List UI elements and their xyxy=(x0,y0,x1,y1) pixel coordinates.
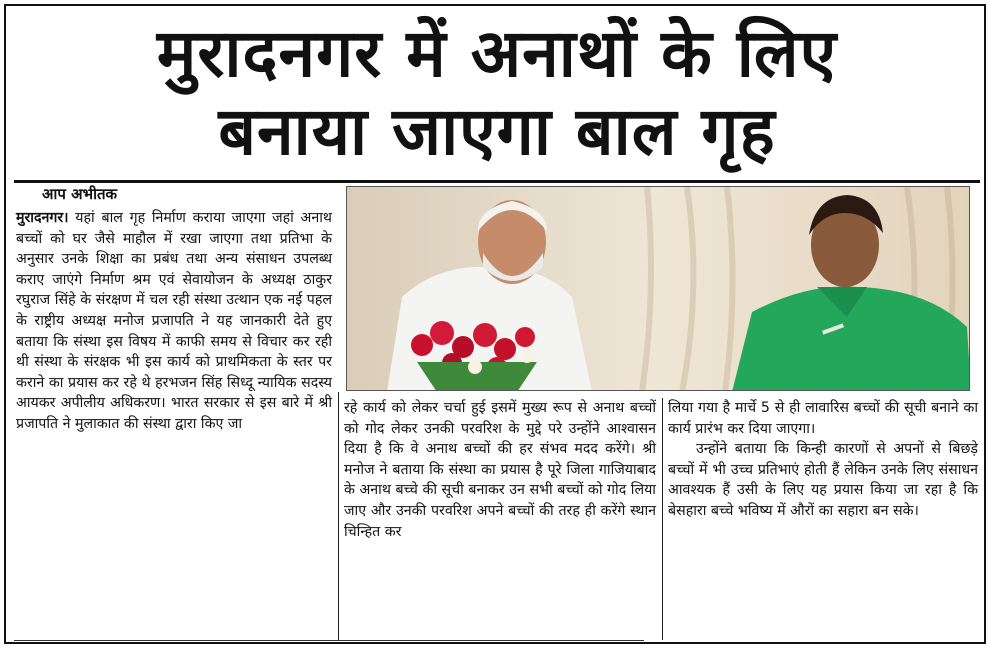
column-separator-1 xyxy=(338,392,339,640)
article-column-3 xyxy=(668,398,978,522)
headline-line-2: बनाया जाएगा बाल गृह xyxy=(218,93,776,170)
column-separator-2 xyxy=(662,398,663,640)
bottom-rule xyxy=(14,640,644,641)
dateline: मुरादनगर। xyxy=(16,210,69,226)
column-3-paragraph-1: लिया गया है मार्चे 5 से ही लावारिस बच्चों की सूची बनाने का कार्य प्रारंभ कर दिया जाएगा। xyxy=(668,400,978,437)
column-3-paragraph-2: उन्होंने बताया कि किन्ही कारणों से अपनों से बिछड़े बच्चों में भी उच्च प्रतिभाएं होती हैं लेकिन उनके लिए संसाधन आवश्यक हैं उसी के लिए यह प्रयास किया जा रहा है कि बेसहारा बच्चे भविष्य में औरों का सहारा बन सके। xyxy=(668,441,978,519)
column-1-text: यहां बाल गृह निर्माण कराया जाएगा जहां अनाथ बच्चों को घर जैसे माहौल में रखा जाएगा तथा प्रतिभा के अनुसार उनके शिक्षा का प्रबंध तथा अन्य संसाधन उपलब्ध कराए जाएंगे निर्माण श्रम एवं सेवायोजन के अध्यक्ष ठाकुर रघुराज सिंहे के संरक्षण में चल रही संस्था उत्थान एक नई पहल के राष्ट्रीय अध्यक्ष मनोज प्रजापति ने यह जानकारी देते हुए बताया कि संस्था इस विषय में काफी समय से विचार कर रही थी संस्था के संरक्षक भी इस कार्य को प्राथमिकता के स्तर पर कराने का प्रयास कर रहे थे हरभजन सिंह सिध्दू न्यायिक सदस्य आयकर अपीलीय अधिकरण। भारत सरकार से इस बारे में श्री प्रजापति ने मुलाकात की संस्था द्वारा किए जा xyxy=(16,210,332,432)
column-2-text: रहे कार्य को लेकर चर्चा हुई इसमें मुख्य रूप से अनाथ बच्चों को गोद लेकर उनकी परवरिश के मुद्दे परे उन्होंने आश्वासन दिया है कि वे अनाथ बच्चों की हर संभव मदद करेंगे। श्री मनोज ने बताया कि संस्था का प्रयास है पूरे जिला गाजियाबाद के अनाथ बच्चे की सूची बनाकर उन सभी बच्चों को गोद लिया जाए और उनकी परवरिश अपने बच्चों की तरह ही करेंगे स्थान चिन्हित कर xyxy=(344,400,656,540)
headline-rule xyxy=(14,180,980,183)
article-column-2 xyxy=(344,398,656,542)
headline-line-1: मुरादनगर में अनाथों के लिए xyxy=(156,15,838,92)
byline: आप अभीतक xyxy=(42,185,118,203)
article-column-1 xyxy=(16,208,332,435)
column-1-paragraph xyxy=(16,208,332,435)
news-photo xyxy=(346,186,970,391)
photo-illustration xyxy=(347,187,970,391)
